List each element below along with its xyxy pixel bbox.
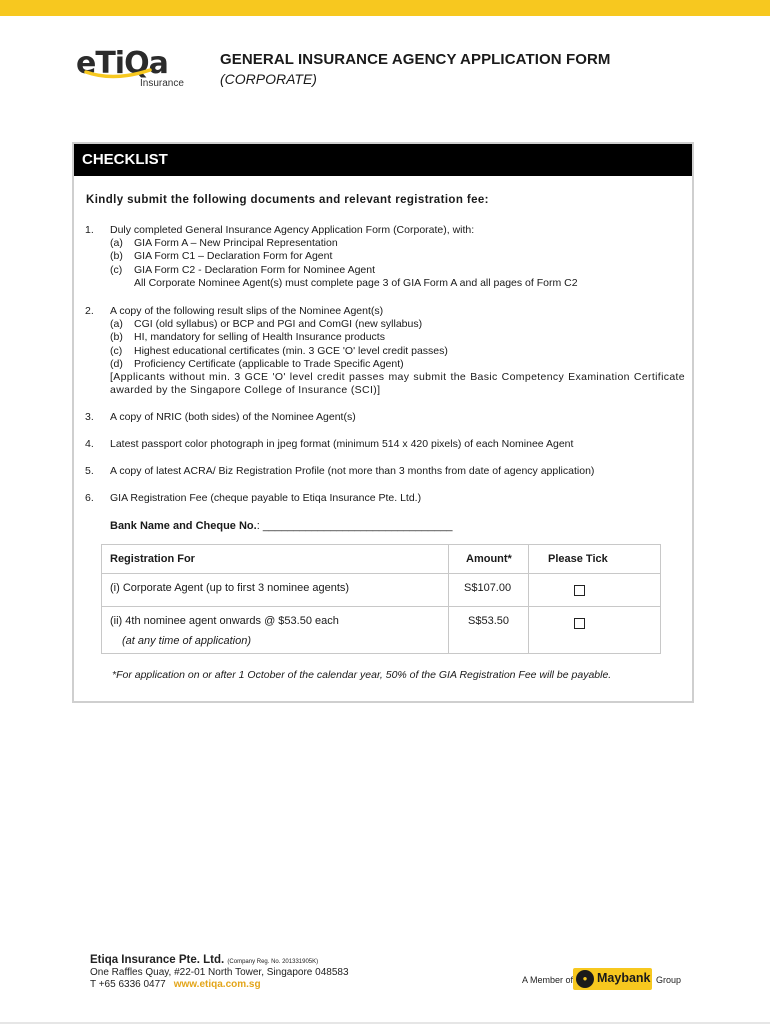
bank-cheque-field[interactable]: [110, 520, 452, 532]
fee-footnote: *For application on or after 1 October of the calendar year, 50% of the GIA Registration Fee will be payable.: [112, 669, 612, 681]
table-header-please-tick: Please Tick: [548, 553, 608, 565]
bank-cheque-blank[interactable]: : _______________________________: [256, 520, 453, 532]
item-text: A copy of NRIC (both sides) of the Nominee Agent(s): [110, 411, 356, 423]
member-suffix: Group: [656, 975, 682, 985]
registration-fee-table: [101, 544, 661, 654]
form-title: GENERAL INSURANCE AGENCY APPLICATION FORM: [220, 51, 611, 68]
top-accent-bar: [0, 0, 770, 16]
item-extra-note: All Corporate Nominee Agent(s) must complete page 3 of GIA Form A and all pages of Form C2: [134, 276, 578, 289]
item-text: A copy of the following result slips of the Nominee Agent(s): [110, 305, 384, 317]
item-number: 1.: [85, 224, 94, 236]
tick-checkbox-corporate[interactable]: [574, 585, 585, 596]
table-header-registration: Registration For: [110, 553, 195, 565]
maybank-tiger-icon: ●: [576, 970, 594, 988]
checklist-heading: CHECKLIST: [74, 144, 692, 176]
item-extra-note: [Applicants without min. 3 GCE 'O' level credit passes may submit the Basic Competency Examination Certificate awarded by the Singapore College of Insurance (SCI)]: [110, 371, 685, 397]
company-reg: (Company Reg. No. 201331905K): [227, 959, 319, 965]
checklist-box: [72, 142, 694, 703]
sub-item: (c) Highest educational certificates (min. 3 GCE 'O' level credit passes): [110, 344, 448, 357]
company-phone: T +65 6336 0477: [90, 979, 166, 990]
maybank-logo: [573, 968, 652, 990]
etiqa-logo: [76, 48, 196, 92]
maybank-wordmark: Maybank: [597, 971, 651, 985]
item-text: Latest passport color photograph in jpeg format (minimum 514 x 420 pixels) of each Nominee Agent: [110, 438, 574, 450]
company-footer: [90, 954, 349, 990]
sub-item: (b) HI, mandatory for selling of Health Insurance products: [110, 331, 385, 344]
sub-item: (b) GIA Form C1 – Declaration Form for Agent: [110, 250, 333, 263]
logo-subtitle: Insurance: [140, 78, 184, 89]
sub-item: (a) GIA Form A – New Principal Representation: [110, 237, 338, 250]
sub-item: (a) CGI (old syllabus) or BCP and PGI and ComGI (new syllabus): [110, 318, 423, 331]
checklist-intro: Kindly submit the following documents and relevant registration fee:: [86, 194, 489, 206]
company-name: Etiqa Insurance Pte. Ltd.: [90, 954, 225, 966]
bank-cheque-label: Bank Name and Cheque No.: [110, 520, 257, 532]
sub-item: (d) Proficiency Certificate (applicable to Trade Specific Agent): [110, 357, 404, 370]
item-number: 4.: [85, 438, 94, 450]
item-text: A copy of latest ACRA/ Biz Registration Profile (not more than 3 months from date of agency application): [110, 465, 595, 477]
row-nominee-agent-amount: S$53.50: [468, 615, 509, 627]
company-website-link[interactable]: www.etiqa.com.sg: [173, 979, 261, 990]
row-corporate-agent-label: (i) Corporate Agent (up to first 3 nominee agents): [110, 582, 350, 594]
form-subtitle: (CORPORATE): [220, 71, 317, 87]
row-nominee-agent-label: (ii) 4th nominee agent onwards @ $53.50 each: [110, 615, 339, 627]
item-text: GIA Registration Fee (cheque payable to Etiqa Insurance Pte. Ltd.): [110, 492, 422, 504]
item-number: 2.: [85, 305, 94, 317]
item-number: 5.: [85, 465, 94, 477]
logo-wordmark: eTiQa: [76, 46, 168, 81]
item-number: 6.: [85, 492, 94, 504]
item-text: Duly completed General Insurance Agency Application Form (Corporate), with:: [110, 224, 475, 236]
table-header-amount: Amount*: [466, 553, 512, 565]
member-prefix: A Member of: [522, 975, 574, 985]
row-nominee-agent-sublabel: (at any time of application): [122, 635, 252, 647]
sub-item: (c) GIA Form C2 - Declaration Form for Nominee Agent: [110, 263, 376, 276]
row-corporate-agent-amount: S$107.00: [464, 582, 512, 594]
tick-checkbox-nominee[interactable]: [574, 618, 585, 629]
company-address: One Raffles Quay, #22-01 North Tower, Singapore 048583: [90, 967, 349, 978]
item-number: 3.: [85, 411, 94, 423]
